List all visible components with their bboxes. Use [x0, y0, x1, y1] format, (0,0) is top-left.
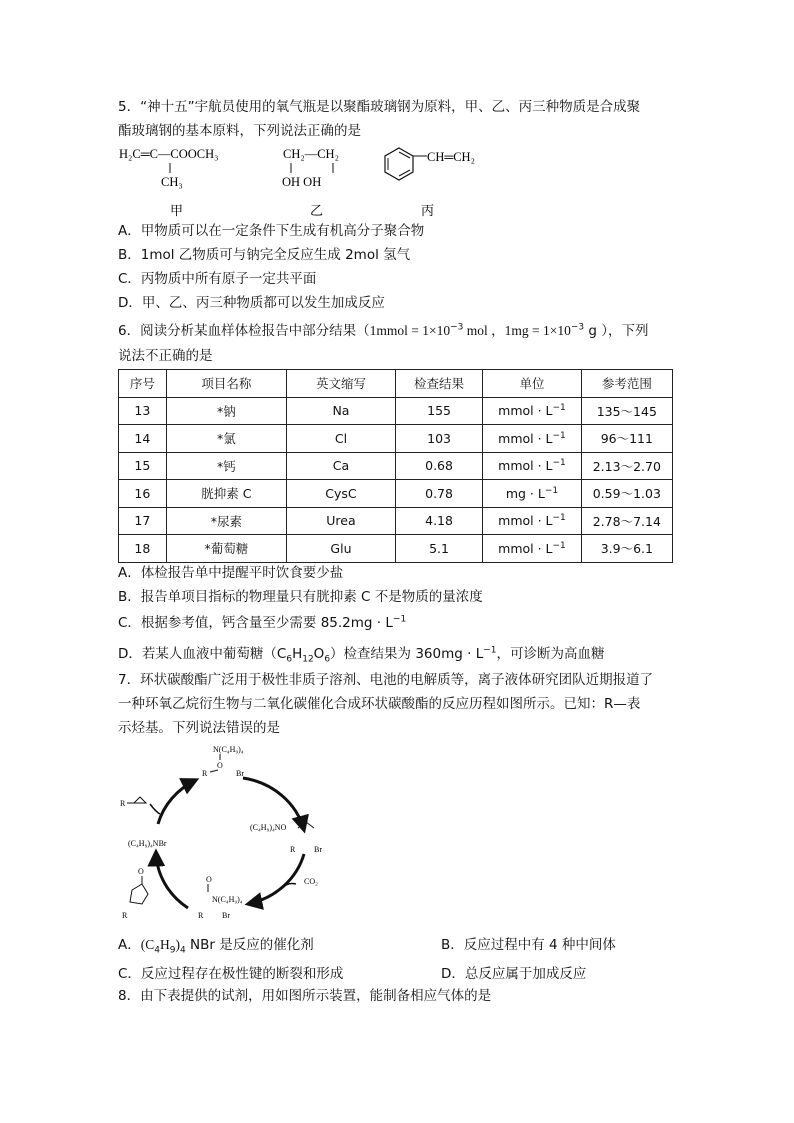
table-row — [119, 507, 673, 535]
q5-option-d: D．甲、乙、丙三种物质都可以发生加成反应 — [118, 295, 385, 311]
top-bond-2 — [210, 770, 218, 772]
cell-unit — [483, 397, 581, 425]
label-jia: 甲 — [170, 204, 184, 219]
q6-option-d-c: O — [313, 646, 325, 662]
unit-text: mmol · L — [498, 430, 553, 446]
q5-stem-line2: 酯玻璃钢的基本原料，下列说法正确的是 — [118, 123, 361, 139]
q6-option-a: A．体检报告单中提醒平时饮食要少盐 — [118, 565, 344, 581]
cell-no: 13 — [119, 397, 167, 425]
cell-no: 14 — [119, 425, 167, 453]
catalyst-label: (C₄H₉)₄NBr — [128, 839, 167, 848]
table-row — [119, 480, 673, 508]
unit-exp: −1 — [552, 458, 566, 469]
q7-option-a — [118, 935, 314, 955]
unit-exp: −1 — [552, 540, 566, 551]
table-row — [119, 535, 673, 563]
q7-option-a-h: H — [159, 937, 170, 952]
cell-result: 0.68 — [395, 452, 482, 480]
product-ring — [130, 884, 148, 904]
cell-unit — [483, 425, 581, 453]
q8-stem: 8．由下表提供的试剂，用如图所示装置，能制备相应气体的是 — [118, 988, 492, 1004]
q6-option-d-s1: 6 — [286, 654, 293, 665]
col-header-result: 检查结果 — [395, 370, 482, 398]
product-r: R — [122, 911, 128, 920]
col-header-no: 序号 — [119, 370, 167, 398]
q7-stem-line2: 一种环氧乙烷衍生物与二氧化碳催化合成环状碳酸酯的反应历程如图所示。已知：R—表 — [118, 696, 641, 712]
q6-unit2-tail: g ），下列 — [584, 323, 649, 339]
cell-result: 155 — [395, 397, 482, 425]
q6-stem-text: 6．阅读分析某血样体检报告中部分结果（ — [118, 323, 370, 339]
q7-option-c: C．反应过程存在极性键的断裂和形成 — [118, 966, 344, 982]
cell-abbr: Cl — [287, 425, 396, 453]
bottom-o-top: O — [206, 875, 212, 884]
q7-stem-line1: 7．环状碳酸酯广泛用于极性非质子溶剂、电池的电解质等，离子液体研究团队近期报道了 — [118, 672, 654, 688]
cell-range: 96～111 — [581, 425, 672, 453]
cell-name: *钙 — [166, 452, 286, 480]
bottom-r: R — [198, 911, 204, 920]
q6-unit2: 1mg = 1×10 — [504, 323, 571, 338]
q6-unit1-tail: mol ， — [463, 323, 505, 338]
q7-option-a-label: A． — [118, 937, 141, 953]
unit-exp: −1 — [552, 430, 566, 441]
q6-option-d-exp: −1 — [483, 645, 497, 656]
table-row — [119, 425, 673, 453]
label-yi: 乙 — [310, 204, 324, 219]
table-row — [119, 452, 673, 480]
cell-result: 103 — [395, 425, 482, 453]
q6-option-d-s2: 12 — [302, 654, 314, 665]
struct-jia-top: H₂C═C—COOCH₃ — [119, 147, 219, 161]
struct-bing: CH═CH₂ — [427, 150, 475, 164]
co2-label: CO₂ — [304, 877, 318, 886]
q7-option-b: B．反应过程中有 4 种中间体 — [441, 937, 616, 953]
cell-range: 135～145 — [581, 397, 672, 425]
cycle-arrow-4 — [158, 780, 196, 824]
q5-option-b: B．1mol 乙物质可与钠完全反应生成 2mol 氢气 — [118, 247, 411, 263]
col-header-unit: 单位 — [483, 370, 581, 398]
col-header-range: 参考范围 — [581, 370, 672, 398]
q6-option-d — [118, 644, 605, 664]
q6-option-d-e: ，可诊断为高血糖 — [496, 646, 605, 662]
cell-unit — [483, 535, 581, 563]
struct-yi-bottom: OH OH — [282, 175, 322, 189]
cell-abbr: Urea — [287, 507, 396, 535]
cell-no: 16 — [119, 480, 167, 508]
unit-text: mmol · L — [498, 403, 553, 419]
cell-result: 0.78 — [395, 480, 482, 508]
cell-unit — [483, 480, 581, 508]
label-bing: 丙 — [421, 204, 435, 219]
q5-stem-line1: 5．“神十五”宇航员使用的氧气瓶是以聚酯玻璃钢为原料，甲、乙、丙三种物质是合成聚 — [118, 99, 641, 115]
top-br: Br — [236, 769, 244, 778]
q6-option-d-s3: 6 — [324, 654, 331, 665]
cell-range: 2.78～7.14 — [581, 507, 672, 535]
reaction-cycle-diagram — [118, 742, 348, 928]
q5-option-a: A．甲物质可以在一定条件下生成有机高分子聚合物 — [118, 223, 425, 239]
q6-stem-line2: 说法不正确的是 — [118, 348, 213, 364]
cell-name: *尿素 — [166, 507, 286, 535]
cell-no: 17 — [119, 507, 167, 535]
q6-option-c — [118, 613, 406, 633]
bottom-intermediate-label: N(C₄H₉)₄ — [212, 895, 243, 904]
epoxide-ring — [134, 797, 146, 803]
benzene-ring — [385, 148, 413, 180]
q6-unit1-exp: −3 — [450, 322, 464, 333]
q6-option-c-exp: −1 — [392, 614, 407, 625]
right-intermediate-label: (C₄H₉)₄NO — [250, 823, 287, 832]
unit-exp: −1 — [552, 403, 566, 414]
bottom-br: Br — [222, 911, 230, 920]
unit-text: mmol · L — [498, 513, 553, 529]
cell-unit — [483, 452, 581, 480]
cell-result: 5.1 — [395, 535, 482, 563]
cell-unit — [483, 507, 581, 535]
unit-exp: −1 — [544, 485, 559, 496]
q6-option-d-a: D．若某人血液中葡萄糖（C — [118, 646, 287, 662]
table-row — [119, 397, 673, 425]
q6-option-d-b: H — [292, 646, 303, 662]
q6-option-b: B．报告单项目指标的物理量只有胱抑素 C 不是物质的量浓度 — [118, 589, 483, 605]
cell-range: 3.9～6.1 — [581, 535, 672, 563]
q7-stem-line3: 示烃基。下列说法错误的是 — [118, 720, 280, 736]
q6-option-d-d: ）检查结果为 360mg · L — [330, 646, 484, 662]
unit-text: mg · L — [505, 485, 545, 501]
q7-option-a-s3: 4 — [179, 945, 186, 956]
col-header-name: 项目名称 — [166, 370, 286, 398]
q7-option-a-tail: NBr 是反应的催化剂 — [185, 937, 314, 953]
cell-name: *葡萄糖 — [166, 535, 286, 563]
q7-option-d: D．总反应属于加成反应 — [441, 966, 587, 982]
cycle-arrow-2 — [248, 854, 304, 904]
q6-unit2-exp: −3 — [570, 322, 585, 333]
cell-abbr: Glu — [287, 535, 396, 563]
unit-exp: −1 — [552, 513, 566, 524]
q7-option-a-s1: 4 — [154, 945, 160, 956]
col-header-abbr: 英文缩写 — [287, 370, 396, 398]
report-table — [118, 369, 673, 563]
cell-abbr: CysC — [287, 480, 396, 508]
cell-name: *氯 — [166, 425, 286, 453]
q6-unit1: 1mmol = 1×10 — [369, 323, 451, 338]
top-intermediate-label: N(C₄H₉)₄ — [213, 745, 244, 754]
product-o: O — [138, 867, 144, 876]
unit-text: mmol · L — [498, 458, 553, 474]
top-o: O — [217, 761, 223, 770]
top-r: R — [202, 769, 208, 778]
epoxide-arrow — [150, 804, 160, 814]
q6-option-c-text: C．根据参考值，钙含量至少需要 85.2mg · L — [118, 615, 393, 631]
cell-abbr: Ca — [287, 452, 396, 480]
cycle-arrow-3 — [156, 852, 188, 908]
epoxide-r: R — [120, 799, 126, 808]
right-bond-2 — [306, 822, 314, 828]
q5-option-c: C．丙物质中所有原子一定共平面 — [118, 271, 317, 287]
struct-yi-top: CH₂—CH₂ — [283, 147, 339, 161]
cell-no: 18 — [119, 535, 167, 563]
q6-stem-line1 — [118, 321, 649, 341]
cell-range: 0.59～1.03 — [581, 480, 672, 508]
report-table-header — [119, 370, 673, 398]
right-br: Br — [314, 845, 322, 854]
q7-option-a-paren: ) — [175, 937, 180, 952]
cell-result: 4.18 — [395, 507, 482, 535]
cell-name: 胱抑素 C — [166, 480, 286, 508]
q7-option-a-formula: (C — [140, 937, 155, 952]
q7-option-a-s2: 9 — [169, 945, 176, 956]
q5-structures — [115, 140, 515, 222]
cell-name: *钠 — [166, 397, 286, 425]
right-r: R — [290, 845, 296, 854]
cell-range: 2.13～2.70 — [581, 452, 672, 480]
cell-no: 15 — [119, 452, 167, 480]
cell-abbr: Na — [287, 397, 396, 425]
unit-text: mmol · L — [498, 540, 553, 556]
struct-jia-bottom: CH₃ — [161, 175, 183, 189]
